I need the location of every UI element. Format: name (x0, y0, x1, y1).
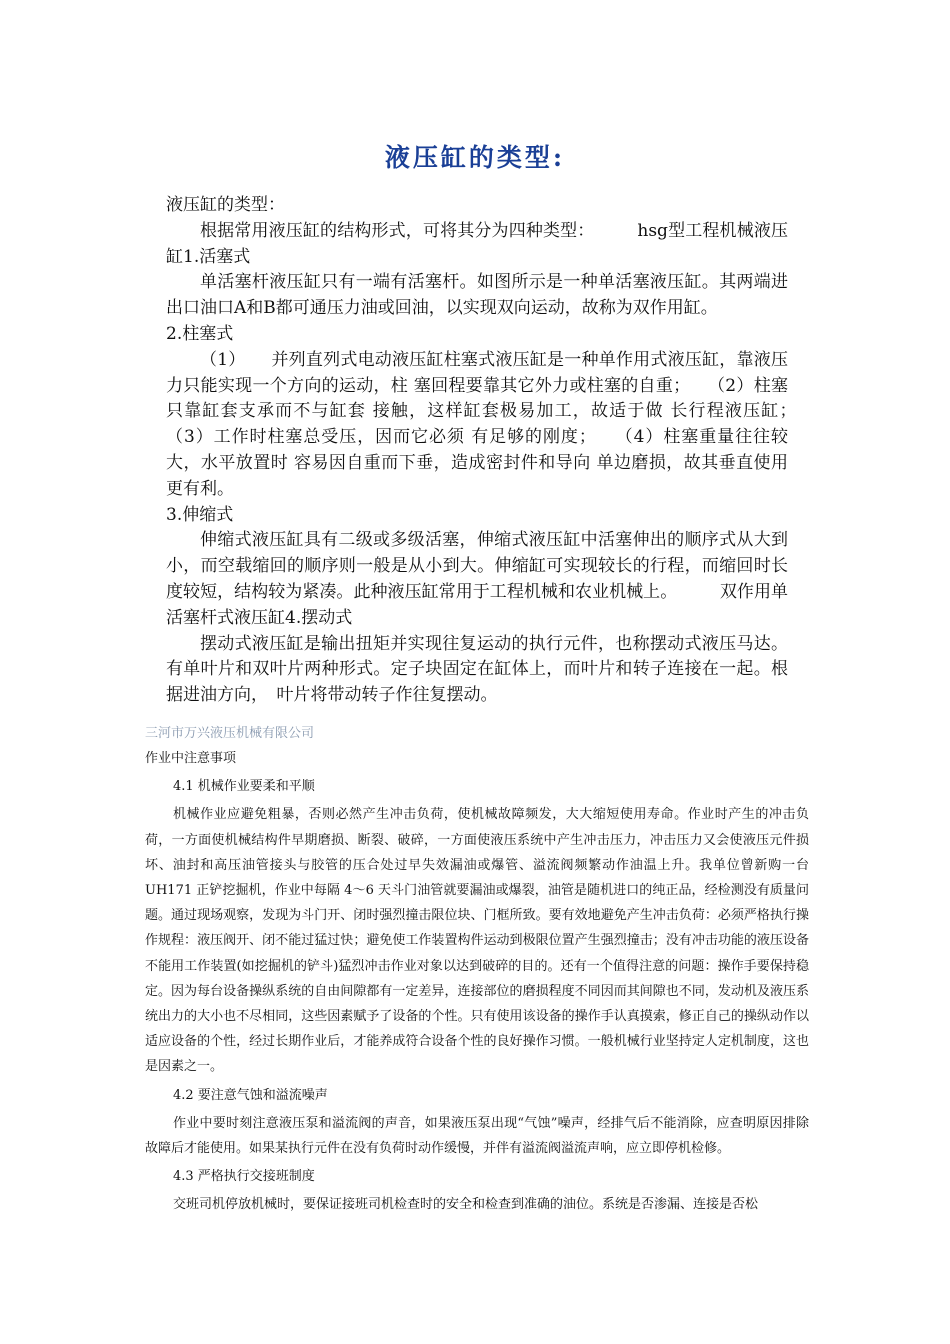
plunger-type-heading: 2.柱塞式 (166, 323, 234, 344)
notes-heading: 作业中注意事项 (145, 751, 237, 766)
operation-notes-section (145, 746, 809, 1218)
subsection-title-4-3: 4.3 严格执行交接班制度 (173, 1169, 315, 1185)
telescopic-type-heading: 3.伸缩式 (166, 504, 234, 525)
section-label: 液压缸的类型： (166, 195, 285, 215)
subsection-body-4-2: 作业中要时刻注意液压泵和溢流阀的声音，如果液压泵出现“气蚀”噪声，经排气后不能消除，应查明原因排除故障后才能使用。如果某执行元件在没有负荷时动作缓慢，并伴有溢流阀溢流声响，应立即停机检修。 (145, 1115, 809, 1157)
subsection-body-4-1: 机械作业应避免粗暴，否则必然产生冲击负荷，使机械故障频发，大大缩短使用寿命。作业时产生的冲击负荷，一方面使机械结构件早期磨损、断裂、破碎，一方面使液压系统中产生冲击压力，冲击压力又会使液压元件损坏、油封和高压油管接头与胶管的压合处过早失效漏油或爆管、溢流阀频繁动作油温上升。我单位曾新购一台 UH171 正铲挖掘机，作业中每隔 4～6 天斗门油管就要漏油或爆裂，油管是随机进口的纯正品，经检测没有质量问题。通过现场观察，发现为斗门开、闭时强烈撞击限位块、门框所致。要有效地避免产生冲击负荷：必须严格执行操作规程：液压阀开、闭不能过猛过快；避免使工作装置构件运动到极限位置产生强烈撞击；没有冲击功能的液压设备不能用工作装置(如挖掘机的铲斗)猛烈冲击作业对象以达到破碎的目的。还有一个值得注意的问题：操作手要保持稳定。因为每台设备操纵系统的自由间隙都有一定差异，连接部位的磨损程度不同因而其间隙也不同，发动机及液压系统出力的大小也不尽相同，这些因素赋予了设备的个性。只有使用该设备的操作手认真摸索，修正自己的操纵动作以适应设备的个性，经过长期作业后，才能养成符合设备个性的良好操作习惯。一般机械行业坚持定人定机制度，这也是因素之一。 (145, 807, 809, 1075)
document-title: 液压缸的类型: (384, 143, 566, 172)
telescopic-type-paragraph: 伸缩式液压缸具有二级或多级活塞，伸缩式液压缸中活塞伸出的顺序式从大到小，而空载缩回的顺序则一般是从小到大。伸缩缸可实现较长的行程，而缩回时长度较短，结构较为紧凑。此种液压缸常用于工程机械和农业机械上。 双作用单活塞杆式液压缸4.摆动式 (166, 530, 788, 628)
company-name: 三河市万兴液压机械有限公司 (145, 726, 315, 741)
swing-type-paragraph: 摆动式液压缸是输出扭矩并实现往复运动的执行元件，也称摆动式液压马达。有单叶片和双叶片两种形式。定子块固定在缸体上，而叶片和转子连接在一起。根据进油方向， 叶片将带动转子作往复摆动。 (166, 633, 788, 706)
subsection-title-4-2: 4.2 要注意气蚀和溢流噪声 (173, 1087, 328, 1103)
intro-paragraph: 根据常用液压缸的结构形式，可将其分为四种类型： hsg型工程机械液压缸1.活塞式 (166, 220, 788, 267)
piston-type-paragraph: 单活塞杆液压缸只有一端有活塞杆。如图所示是一种单活塞液压缸。其两端进出口油口A和B都可通压力油或回油，以实现双向运动，故称为双作用缸。 (166, 272, 788, 319)
subsection-body-4-3: 交班司机停放机械时，要保证接班司机检查时的安全和检查到准确的油位。系统是否渗漏、连接是否松 (173, 1197, 759, 1213)
subsection-title-4-1: 4.1 机械作业要柔和平顺 (173, 779, 315, 795)
hydraulic-cylinder-types-section (166, 193, 822, 709)
plunger-type-paragraph: （1） 并列直列式电动液压缸柱塞式液压缸是一种单作用式液压缸，靠液压力只能实现一个方向的运动，柱 塞回程要靠其它外力或柱塞的自重； （2）柱塞只靠缸套支承而不与缸套 接触，这样缸套极易加工，故适于做 长行程液压缸； （3）工作时柱塞总受压，因而它必须 有足够的刚度； （4）柱塞重量往往较大，水平放置时 容易因自重而下垂，造成密封件和导向 单边磨损，故其垂直使用更有利。 (166, 349, 822, 499)
